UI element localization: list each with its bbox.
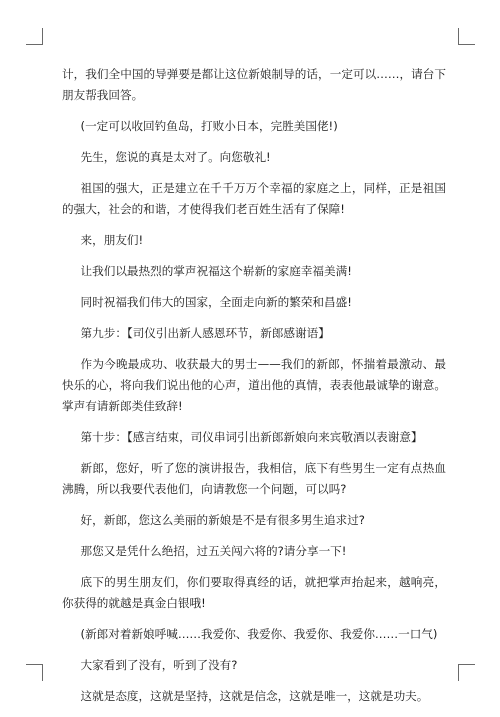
paragraph: 作为今晚最成功、收获最大的男士——我们的新郎，怀揣着最激动、最快乐的心，将向我们说出他的心声，道出他的真情，表表他最诚挚的谢意。掌声有请新郎类佳致辞! [62, 357, 446, 413]
paragraph: 让我们以最热烈的掌声祝福这个崭新的家庭幸福美满! [80, 264, 352, 278]
paragraph: (一定可以收回钓鱼岛，打败小日本，完胜美国佬!) [80, 119, 338, 133]
crop-mark-top-right [458, 28, 475, 45]
paragraph: 这就是态度，这就是坚持，这就是信念，这就是唯一，这就是功夫。 [80, 689, 429, 703]
paragraph: 同时祝福我们伟大的国家，全面走向新的繁荣和昌盛! [80, 295, 352, 309]
paragraph: 第九步：【司仪引出新人感恩环节，新郎感谢语】 [80, 326, 330, 340]
paragraph: 来，朋友们! [80, 233, 144, 247]
paragraph: 好，新郎，您这么美丽的新娘是不是有很多男生追求过? [80, 513, 365, 527]
crop-mark-top-left [26, 28, 43, 45]
paragraph: 祖国的强大，正是建立在千千万万个幸福的家庭之上，同样，正是祖国的强大，社会的和谐，才使得我们老百姓生活有了保障! [62, 181, 446, 216]
paragraph: 计，我们全中国的导弹要是都让这位新娘制导的话，一定可以……，请台下朋友帮我回答。 [62, 67, 446, 102]
paragraph: 先生，您说的真是太对了。向您敬礼! [80, 150, 271, 164]
paragraph: (新郎对着新娘呼喊……我爱你、我爱你、我爱你、我爱你……一口气) [80, 627, 438, 641]
crop-mark-bottom-right [458, 664, 475, 681]
paragraph: 新郎，您好，听了您的演讲报告，我相信，底下有些男生一定有点热血沸腾，所以我要代表他们，向请教您一个问题，可以吗? [62, 461, 446, 496]
crop-mark-bottom-left [26, 664, 43, 681]
paragraph: 大家看到了没有，听到了没有? [80, 658, 238, 672]
paragraph: 那您又是凭什么绝招，过五关闯六将的?请分享一下! [80, 544, 347, 558]
paragraph: 底下的男生朋友们，你们要取得真经的话，就把掌声抬起来，越响亮，你获得的就越是真金白银哦! [62, 575, 446, 610]
paragraph: 第十步：【感言结束，司仪串词引出新郎新娘向来宾敬酒以表谢意】 [80, 430, 423, 444]
document-body [62, 64, 446, 717]
